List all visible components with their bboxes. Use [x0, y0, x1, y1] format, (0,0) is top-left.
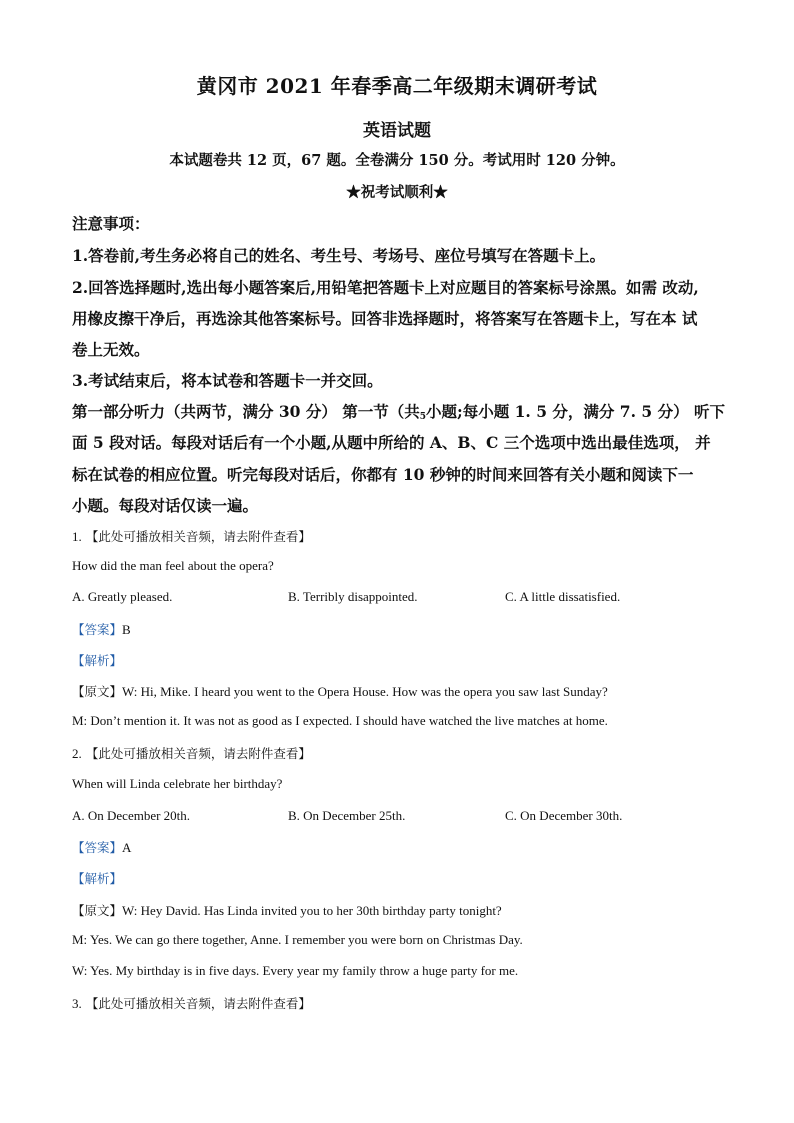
question-count: 5	[419, 412, 427, 422]
q1-answer-value: B	[122, 622, 131, 637]
notice-item-2-line-1: 2.回答选择题时,选出每小题答案后,用铅笔把答题卡上对应题目的答案标号涂黑。如需 改动,	[72, 278, 699, 297]
notice-item-2-line-2: 用橡皮擦干净后，再选涂其他答案标号。回答非选择题时，将答案写在答题卡上，写在本 试	[72, 309, 698, 328]
q2-analysis-line	[72, 869, 122, 887]
notice-item-1: 1.答卷前,考生务必将自己的姓名、考生号、考场号、座位号填写在答题卡上。	[72, 246, 606, 265]
q2-transcript-1: W: Hey David. Has Linda invited you to her 30th birthday party tonight?	[122, 903, 502, 918]
q2-transcript-2: M: Yes. We can go there together, Anne. I remember you were born on Christmas Day.	[72, 932, 523, 947]
notice-item-3: 3.考试结束后，将本试卷和答题卡一并交回。	[72, 371, 383, 390]
notice-item-2-line-3: 卷上无效。	[72, 340, 150, 359]
q1-analysis-label: 【解析】	[72, 653, 123, 668]
q2-header	[72, 744, 311, 762]
subject-title: 英语试题	[363, 121, 431, 141]
q1-analysis-line	[72, 651, 122, 669]
q1-transcript-line-1	[72, 682, 608, 700]
q2-option-b: B. On December 25th.	[288, 808, 406, 823]
q2-transcript-label: 【原文】	[72, 903, 123, 918]
q2-analysis-label: 【解析】	[72, 871, 123, 886]
section-intro-line-4: 小题。每段对话仅读一遍。	[72, 496, 259, 515]
q1-number: 1.	[72, 529, 82, 544]
q1-transcript-2: M: Don’t mention it. It was not as good as I expected. I should have watched the live matches at home.	[72, 713, 608, 728]
exam-title: 黄冈市 2021 年春季高二年级期末调研考试	[196, 74, 598, 98]
q1-answer-line	[72, 620, 131, 638]
q2-transcript-line-1	[72, 901, 502, 919]
section-intro-line-2: 面 5 段对话。每段对话后有一个小题,从题中所给的 A、B、C 三个选项中选出最佳选项， 并	[72, 433, 711, 452]
q1-option-a: A. Greatly pleased.	[72, 589, 173, 604]
section-intro-line-3: 标在试卷的相应位置。听完每段对话后，你都有 10 秒钟的时间来回答有关小题和阅读下一	[72, 465, 694, 484]
q3-audio-note[interactable]: 【此处可播放相关音频，请去附件查看】	[85, 996, 311, 1011]
q2-transcript-3: W: Yes. My birthday is in five days. Every year my family throw a huge party for me.	[72, 963, 519, 978]
q2-option-c: C. On December 30th.	[505, 808, 623, 823]
q3-number: 3.	[72, 996, 82, 1011]
q1-audio-note[interactable]: 【此处可播放相关音频，请去附件查看】	[85, 529, 311, 544]
good-luck-line: ★祝考试顺利★	[346, 184, 448, 201]
q2-option-a: A. On December 20th.	[72, 808, 191, 823]
q2-answer-label: 【答案】	[72, 840, 123, 855]
q2-number: 2.	[72, 746, 82, 761]
notice-heading: 注意事项：	[72, 214, 150, 233]
q1-question: How did the man feel about the opera?	[72, 558, 274, 573]
q1-option-c: C. A little dissatisfied.	[505, 589, 621, 604]
q1-header	[72, 527, 311, 545]
section-intro-part-a: 第一部分听力（共两节，满分 30 分） 第一节（共	[72, 402, 420, 421]
q3-header	[72, 994, 311, 1012]
q2-answer-line	[72, 838, 131, 856]
q2-audio-note[interactable]: 【此处可播放相关音频，请去附件查看】	[85, 746, 311, 761]
q1-transcript-label: 【原文】	[72, 684, 123, 699]
q1-transcript-1: W: Hi, Mike. I heard you went to the Opera House. How was the opera you saw last Sunday?	[122, 684, 608, 699]
exam-info: 本试题卷共 12 页，67 题。全卷满分 150 分。考试用时 120 分钟。	[169, 152, 625, 169]
q1-answer-label: 【答案】	[72, 622, 123, 637]
section-intro-part-b: 小题;每小题 1. 5 分，满分 7. 5 分） 听下	[426, 402, 725, 421]
q2-question: When will Linda celebrate her birthday?	[72, 776, 283, 791]
q2-answer-value: A	[122, 840, 132, 855]
section-intro-line-1	[72, 400, 725, 422]
q1-option-b: B. Terribly disappointed.	[288, 589, 418, 604]
